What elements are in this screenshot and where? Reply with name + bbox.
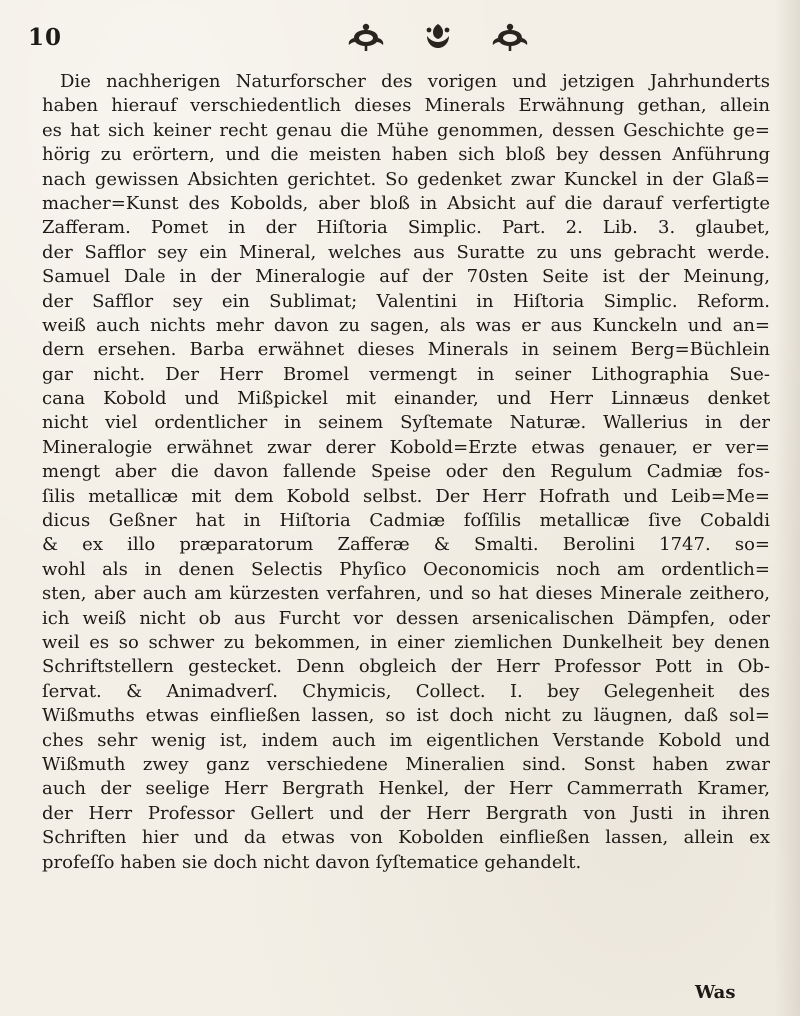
text-line: Samuel Dale in der Mineralogie auf der 70sten Seite ist der Meinung, (42, 266, 770, 288)
text-line: der Safflor sey ein Mineral, welches aus Suratte zu uns gebracht werde. (42, 241, 770, 263)
text-line: ich weiß nicht ob aus Furcht vor dessen arsenicalischen Dämpfen, oder (42, 607, 770, 629)
text-line: Wißmuth zwey ganz verschiedene Mineralien sind. Sonst haben zwar (42, 753, 770, 775)
text-line: weil es so schwer zu bekommen, in einer ziemlichen Dunkelheit bey denen (42, 631, 770, 653)
text-line: haben hierauf verschiedentlich dieses Minerals Erwähnung gethan, allein (42, 95, 770, 117)
page-edge-shadow (774, 0, 800, 1016)
text-line: Mineralogie erwähnet zwar derer Kobold=Erzte etwas genauer, er ver= (42, 436, 770, 458)
fleuron-icon (492, 19, 528, 53)
text-line: der Herr Professor Gellert und der Herr Bergrath von Justi in ihren (42, 802, 770, 824)
header-ornaments (348, 19, 528, 53)
page-header (18, 10, 778, 58)
text-line: Schriften hier und da etwas von Kobolden einfließen lassen, allein ex (42, 827, 770, 849)
text-line: hörig zu erörtern, und die meisten haben sich bloß bey dessen Anführung (42, 144, 770, 166)
text-line: gar nicht. Der Herr Bromel vermengt in seiner Lithographia Sue- (42, 363, 770, 385)
text-line: dern ersehen. Barba erwähnet dieses Minerals in seinem Berg=Büchlein (42, 339, 770, 361)
fleuron-icon (420, 19, 456, 53)
text-line: cana Kobold und Mißpickel mit einander, und Herr Linnæus denket (42, 388, 770, 410)
text-line: es hat sich keiner recht genau die Mühe genommen, dessen Geschichte ge= (42, 119, 770, 141)
text-line: nach gewissen Absichten gerichtet. So gedenket zwar Kunckel in der Glaß= (42, 168, 770, 190)
text-line: Zafferam. Pomet in der Hiſtoria Simplic. Part. 2. Lib. 3. glaubet, (42, 217, 770, 239)
text-line: auch der seelige Herr Bergrath Henkel, der Herr Cammerrath Kramer, (42, 778, 770, 800)
text-line: dicus Geßner hat in Hiſtoria Cadmiæ foſſilis metallicæ ſive Cobaldi (42, 510, 770, 532)
body-text (42, 70, 770, 1000)
catchword: Was (695, 982, 736, 1003)
fleuron-icon (348, 19, 384, 53)
text-line: profeſſo haben sie doch nicht davon ſyſtematice gehandelt. (42, 851, 582, 873)
text-line: & ex illo præparatorum Zafferæ & Smalti. Berolini 1747. so= (42, 534, 770, 556)
text-line: sten, aber auch am kürzesten verfahren, und so hat dieses Minerale zeithero, (42, 583, 770, 605)
page-number: 10 (28, 24, 63, 51)
text-line: Schriftstellern gestecket. Denn obgleich der Herr Professor Pott in Ob- (42, 656, 770, 678)
text-line: der Safflor sey ein Sublimat; Valentini in Hiſtoria Simplic. Reform. (42, 290, 770, 312)
text-line: ſervat. & Animadverſ. Chymicis, Collect. I. bey Gelegenheit des (42, 680, 770, 702)
text-line: macher=Kunst des Kobolds, aber bloß in Absicht auf die darauf verfertigte (42, 192, 770, 214)
text-line: Die nachherigen Naturforscher des vorigen und jetzigen Jahrhunderts (60, 71, 770, 92)
text-line: ſilis metallicæ mit dem Kobold selbst. Der Herr Hofrath und Leib=Me= (42, 485, 770, 507)
text-line: weiß auch nichts mehr davon zu sagen, als was er aus Kunckeln und an= (42, 314, 770, 336)
text-line: Wißmuths etwas einfließen lassen, so ist doch nicht zu läugnen, daß sol= (42, 705, 770, 727)
text-line: wohl als in denen Selectis Phyſico Oeconomicis noch am ordentlich= (42, 558, 770, 580)
text-line: mengt aber die davon fallende Speise oder den Regulum Cadmiæ fos- (42, 461, 770, 483)
text-line: nicht viel ordentlicher in seinem Syſtemate Naturæ. Wallerius in der (42, 412, 770, 434)
text-line: ches sehr wenig ist, indem auch im eigentlichen Verstande Kobold und (42, 729, 770, 751)
